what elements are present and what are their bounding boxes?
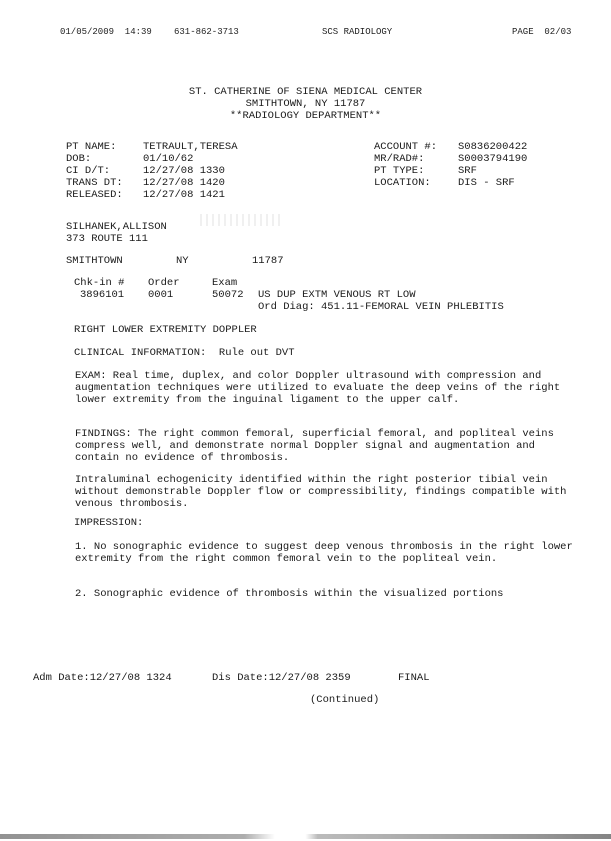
physician-city: SMITHTOWN (66, 255, 123, 267)
physician-state: NY (176, 255, 189, 267)
findings-paragraph: FINDINGS: The right common femoral, superficial femoral, and popliteal veins compress well, and demonstrate normal Doppler signal and augmentation and contain no evidence of thrombosis. (75, 428, 554, 464)
location-label: LOCATION: (374, 177, 431, 189)
fax-page-number: PAGE 02/03 (512, 27, 572, 37)
mr-rad-value: S0003794190 (458, 153, 528, 165)
ci-dt-value: 12/27/08 1330 (143, 165, 225, 177)
physician-street: 373 ROUTE 111 (66, 233, 148, 245)
discharge-date: Dis Date:12/27/08 2359 (212, 672, 351, 684)
account-label: ACCOUNT #: (374, 141, 438, 153)
trans-dt-label: TRANS DT: (66, 177, 123, 189)
hospital-city: SMITHTOWN, NY 11787 (245, 98, 366, 110)
hospital-name: ST. CATHERINE OF SIENA MEDICAL CENTER (188, 86, 423, 98)
released-value: 12/27/08 1421 (143, 189, 225, 201)
exam-description: US DUP EXTM VENOUS RT LOW (258, 289, 416, 301)
admission-date: Adm Date:12/27/08 1324 (33, 672, 172, 684)
fax-department: SCS RADIOLOGY (322, 27, 393, 37)
mr-rad-label: MR/RAD#: (374, 153, 425, 165)
pt-type-label: PT TYPE: (374, 165, 425, 177)
dob-value: 01/10/62 (143, 153, 194, 165)
pt-type-value: SRF (458, 165, 477, 177)
exam-order-number: 0001 (148, 289, 174, 301)
account-value: S0836200422 (458, 141, 528, 153)
impression-item-1: 1. No sonographic evidence to suggest deep venous thrombosis in the right lower extremity from the right common femoral vein to the popliteal vein. (75, 541, 573, 565)
report-title: RIGHT LOWER EXTREMITY DOPPLER (74, 324, 257, 336)
exam-paragraph: EXAM: Real time, duplex, and color Doppler ultrasound with compression and augmentation techniques were utilized to evaluate the deep veins of the right lower extremity from the inguinal ligament to the upper calf. (75, 370, 561, 406)
scan-noise (200, 214, 280, 226)
fax-datetime: 01/05/2009 14:39 (60, 27, 152, 37)
intraluminal-paragraph: Intraluminal echogenicity identified within the right posterior tibial vein without demonstrable Doppler flow or compressibility, findings compatible with venous thrombosis. (75, 474, 567, 510)
released-label: RELEASED: (66, 189, 123, 201)
impression-heading: IMPRESSION: (74, 517, 144, 529)
pt-name-label: PT NAME: (66, 141, 117, 153)
exam-header-exam: Exam (212, 277, 238, 289)
physician-name: SILHANEK,ALLISON (66, 221, 167, 233)
impression-item-2: 2. Sonographic evidence of thrombosis within the visualized portions (75, 588, 504, 600)
trans-dt-value: 12/27/08 1420 (143, 177, 225, 189)
exam-code: 50072 (212, 289, 244, 301)
department-title: **RADIOLOGY DEPARTMENT** (229, 110, 382, 122)
physician-zip: 11787 (252, 255, 284, 267)
exam-header-chkin: Chk-in # (74, 277, 125, 289)
exam-header-order: Order (148, 277, 180, 289)
exam-chkin-number: 3896101 (80, 289, 125, 301)
ci-dt-label: CI D/T: (66, 165, 111, 177)
location-value: DIS - SRF (458, 177, 515, 189)
dob-label: DOB: (66, 153, 92, 165)
continued-note: (Continued) (310, 694, 380, 706)
fax-phone: 631-862-3713 (174, 27, 239, 37)
scan-edge-strip (0, 834, 611, 839)
report-status: FINAL (398, 672, 430, 684)
ordering-diagnosis: Ord Diag: 451.11-FEMORAL VEIN PHLEBITIS (258, 301, 504, 313)
clinical-information: CLINICAL INFORMATION: Rule out DVT (74, 347, 295, 359)
pt-name-value: TETRAULT,TERESA (143, 141, 238, 153)
